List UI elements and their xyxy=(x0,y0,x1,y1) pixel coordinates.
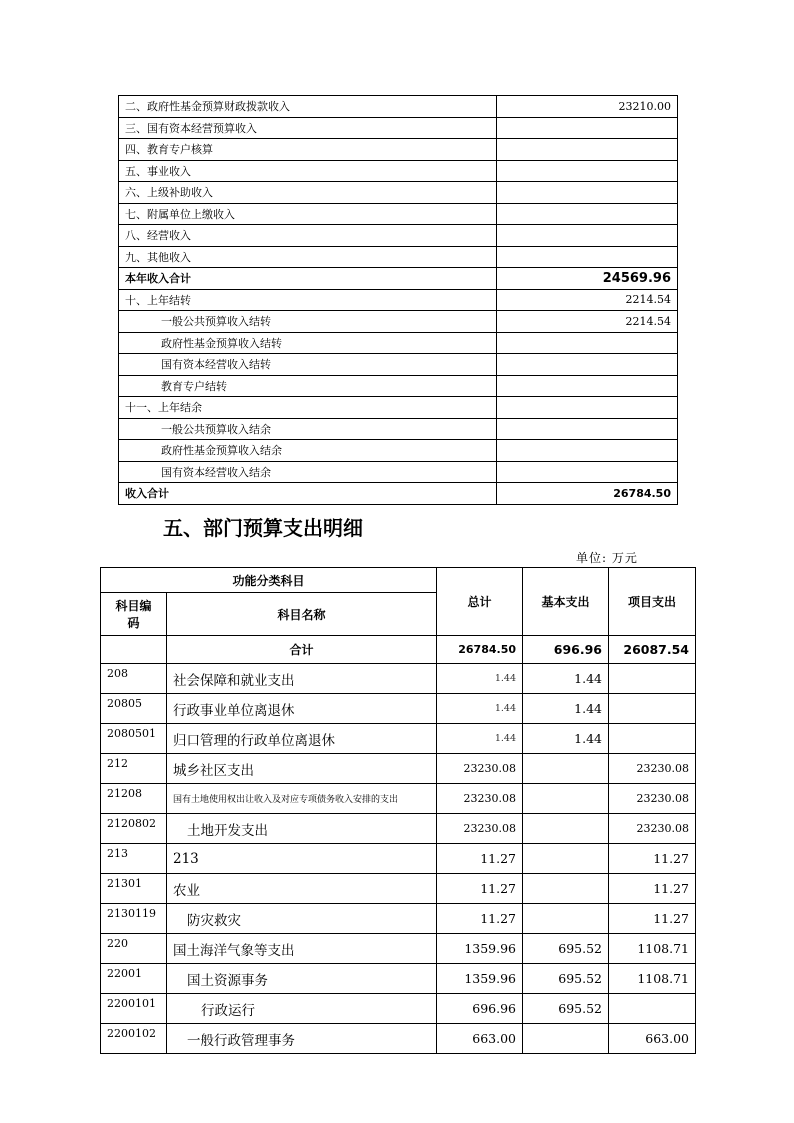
total-cell: 1.44 xyxy=(437,694,523,724)
name-cell: 行政运行 xyxy=(167,994,437,1024)
name-cell: 防灾救灾 xyxy=(167,904,437,934)
code-cell: 213 xyxy=(101,844,167,874)
code-cell: 22001 xyxy=(101,964,167,994)
unit-label: 单位: 万元 xyxy=(576,551,638,565)
basic-cell: 695.52 xyxy=(523,964,609,994)
total-cell: 1359.96 xyxy=(437,964,523,994)
income-table xyxy=(118,95,678,505)
row-value xyxy=(497,246,678,268)
row-label: 国有资本经营收入结转 xyxy=(119,354,497,376)
table-row xyxy=(119,246,678,268)
row-value xyxy=(497,375,678,397)
row-value: 23210.00 xyxy=(497,96,678,118)
summary-label: 合计 xyxy=(167,636,437,664)
total-cell: 1.44 xyxy=(437,724,523,754)
basic-cell: 1.44 xyxy=(523,664,609,694)
table-row xyxy=(101,844,696,874)
table-row xyxy=(101,994,696,1024)
row-label: 九、其他收入 xyxy=(119,246,497,268)
project-cell xyxy=(609,724,696,754)
project-cell: 11.27 xyxy=(609,874,696,904)
name-cell: 城乡社区支出 xyxy=(167,754,437,784)
row-value xyxy=(497,160,678,182)
code-cell: 2120802 xyxy=(101,814,167,844)
project-cell xyxy=(609,994,696,1024)
table-row xyxy=(101,664,696,694)
row-value xyxy=(497,182,678,204)
name-cell: 土地开发支出 xyxy=(167,814,437,844)
table-row xyxy=(101,934,696,964)
code-cell: 20805 xyxy=(101,694,167,724)
row-label: 四、教育专户核算 xyxy=(119,139,497,161)
total-cell: 23230.08 xyxy=(437,754,523,784)
total-cell: 11.27 xyxy=(437,844,523,874)
row-value xyxy=(497,461,678,483)
row-value xyxy=(497,332,678,354)
table-row xyxy=(101,694,696,724)
table-row xyxy=(119,225,678,247)
row-label: 二、政府性基金预算财政拨款收入 xyxy=(119,96,497,118)
row-value xyxy=(497,225,678,247)
name-cell: 行政事业单位离退休 xyxy=(167,694,437,724)
project-cell: 663.00 xyxy=(609,1024,696,1054)
header-name: 科目名称 xyxy=(167,593,437,636)
row-value: 2214.54 xyxy=(497,311,678,333)
table-row xyxy=(101,874,696,904)
row-label: 七、附属单位上缴收入 xyxy=(119,203,497,225)
row-value: 24569.96 xyxy=(497,268,678,290)
name-cell: 社会保障和就业支出 xyxy=(167,664,437,694)
annual-income-total-row xyxy=(119,268,678,290)
code-cell: 2130119 xyxy=(101,904,167,934)
row-value xyxy=(497,117,678,139)
table-row xyxy=(119,354,678,376)
table-row xyxy=(119,311,678,333)
project-cell: 23230.08 xyxy=(609,784,696,814)
code-cell: 21301 xyxy=(101,874,167,904)
row-value xyxy=(497,139,678,161)
project-cell: 11.27 xyxy=(609,904,696,934)
row-label: 六、上级补助收入 xyxy=(119,182,497,204)
income-grand-total-row xyxy=(119,483,678,505)
section-title: 五、部门预算支出明细 xyxy=(163,516,363,540)
table-row xyxy=(119,96,678,118)
total-cell: 11.27 xyxy=(437,904,523,934)
project-cell: 23230.08 xyxy=(609,814,696,844)
row-label: 政府性基金预算收入结余 xyxy=(119,440,497,462)
total-cell: 23230.08 xyxy=(437,784,523,814)
basic-cell xyxy=(523,844,609,874)
table-row xyxy=(119,461,678,483)
code-cell: 21208 xyxy=(101,784,167,814)
basic-cell: 695.52 xyxy=(523,994,609,1024)
basic-cell: 1.44 xyxy=(523,724,609,754)
header-project: 项目支出 xyxy=(609,568,696,636)
project-cell: 23230.08 xyxy=(609,754,696,784)
total-cell: 1359.96 xyxy=(437,934,523,964)
row-value xyxy=(497,418,678,440)
table-row xyxy=(101,1024,696,1054)
code-cell: 212 xyxy=(101,754,167,784)
code-cell: 2080501 xyxy=(101,724,167,754)
header-category: 功能分类科目 xyxy=(101,568,437,593)
table-row xyxy=(101,904,696,934)
total-cell: 696.96 xyxy=(437,994,523,1024)
table-row xyxy=(119,182,678,204)
basic-cell: 695.52 xyxy=(523,934,609,964)
table-row xyxy=(101,784,696,814)
name-cell: 213 xyxy=(167,844,437,874)
header-row xyxy=(101,568,696,593)
basic-cell xyxy=(523,874,609,904)
row-value: 2214.54 xyxy=(497,289,678,311)
expense-detail-table xyxy=(100,567,696,1054)
row-value xyxy=(497,203,678,225)
row-label: 三、国有资本经营预算收入 xyxy=(119,117,497,139)
table-row xyxy=(119,203,678,225)
code-cell: 2200102 xyxy=(101,1024,167,1054)
code-cell: 2200101 xyxy=(101,994,167,1024)
header-basic: 基本支出 xyxy=(523,568,609,636)
row-label: 八、经营收入 xyxy=(119,225,497,247)
row-value: 26784.50 xyxy=(497,483,678,505)
table-row xyxy=(119,375,678,397)
row-label: 本年收入合计 xyxy=(119,268,497,290)
name-cell: 归口管理的行政单位离退休 xyxy=(167,724,437,754)
table-row xyxy=(119,289,678,311)
row-label: 收入合计 xyxy=(119,483,497,505)
table-row xyxy=(119,139,678,161)
code-cell: 208 xyxy=(101,664,167,694)
summary-project: 26087.54 xyxy=(609,636,696,664)
table-row xyxy=(101,724,696,754)
header-code: 科目编码 xyxy=(101,593,167,636)
table-row xyxy=(119,117,678,139)
summary-row xyxy=(101,636,696,664)
row-value xyxy=(497,440,678,462)
table-row xyxy=(119,397,678,419)
project-cell: 1108.71 xyxy=(609,964,696,994)
name-cell: 一般行政管理事务 xyxy=(167,1024,437,1054)
total-cell: 1.44 xyxy=(437,664,523,694)
table-row xyxy=(119,160,678,182)
table-row xyxy=(119,332,678,354)
table-row xyxy=(101,964,696,994)
basic-cell xyxy=(523,814,609,844)
basic-cell xyxy=(523,904,609,934)
table-row xyxy=(101,814,696,844)
basic-cell: 1.44 xyxy=(523,694,609,724)
name-cell: 国土海洋气象等支出 xyxy=(167,934,437,964)
name-cell: 国土资源事务 xyxy=(167,964,437,994)
row-label: 一般公共预算收入结转 xyxy=(119,311,497,333)
row-label: 政府性基金预算收入结转 xyxy=(119,332,497,354)
row-label: 教育专户结转 xyxy=(119,375,497,397)
name-cell: 国有土地使用权出让收入及对应专项债务收入安排的支出 xyxy=(167,784,437,814)
row-label: 一般公共预算收入结余 xyxy=(119,418,497,440)
table-row xyxy=(119,418,678,440)
basic-cell xyxy=(523,754,609,784)
row-label: 国有资本经营收入结余 xyxy=(119,461,497,483)
name-cell: 农业 xyxy=(167,874,437,904)
project-cell xyxy=(609,694,696,724)
summary-basic: 696.96 xyxy=(523,636,609,664)
total-cell: 23230.08 xyxy=(437,814,523,844)
table-row xyxy=(119,440,678,462)
total-cell: 663.00 xyxy=(437,1024,523,1054)
project-cell: 11.27 xyxy=(609,844,696,874)
row-label: 十、上年结转 xyxy=(119,289,497,311)
basic-cell xyxy=(523,1024,609,1054)
basic-cell xyxy=(523,784,609,814)
summary-total: 26784.50 xyxy=(437,636,523,664)
code-cell: 220 xyxy=(101,934,167,964)
row-value xyxy=(497,397,678,419)
project-cell xyxy=(609,664,696,694)
table-row xyxy=(101,754,696,784)
row-label: 十一、上年结余 xyxy=(119,397,497,419)
row-label: 五、事业收入 xyxy=(119,160,497,182)
row-value xyxy=(497,354,678,376)
total-cell: 11.27 xyxy=(437,874,523,904)
header-total: 总计 xyxy=(437,568,523,636)
project-cell: 1108.71 xyxy=(609,934,696,964)
